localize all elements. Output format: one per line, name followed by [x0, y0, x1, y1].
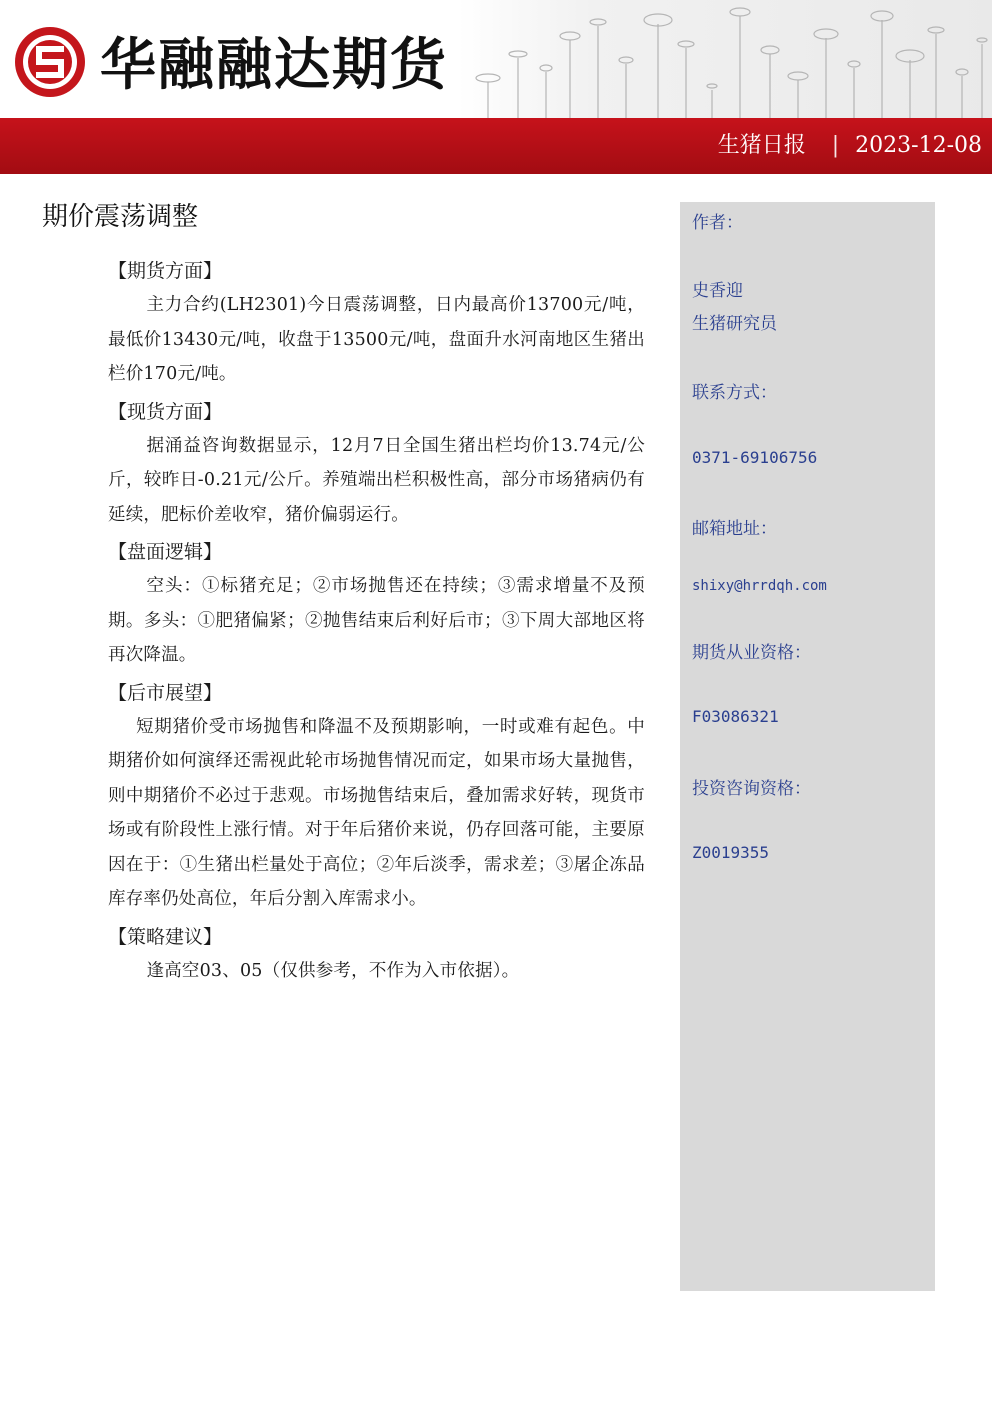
company-name: 华融融达期货 [100, 33, 448, 98]
section-text: 短期猪价受市场抛售和降温不及预期影响，一时或难有起色。中期猪价如何演绎还需视此轮市场抛售情况而定，如果市场大量抛售，则中期猪价不必过于悲观。市场抛售结束后，叠加需求好转，现货市场或有阶段性上涨行情。对于年后猪价来说，仍存回落可能，主要原因在于：①生猪出栏量处于高位；②年后淡季，需求差；③屠企冻品库存率仍处高位，年后分割入库需求小。 [108, 716, 645, 909]
report-meta [718, 128, 982, 164]
futures-cert-label: 期货从业资格： [692, 643, 811, 663]
advisory-cert-number: Z0019355 [692, 843, 770, 862]
report-date: 2023-12-08 [855, 133, 982, 158]
section-strategy [108, 920, 645, 989]
section-spot [108, 395, 645, 533]
report-type: 生猪日报 [717, 133, 806, 158]
section-logic [108, 535, 645, 673]
phone-number: 0371-69106756 [692, 448, 818, 467]
section-text: 逢高空03、05（仅供参考，不作为入市依据）。 [146, 960, 520, 981]
author-name: 史香迎 [692, 281, 743, 301]
meta-separator: | [831, 133, 840, 158]
section-outlook [108, 676, 645, 917]
report-body [108, 251, 645, 988]
section-heading: 【策略建议】 [108, 925, 223, 948]
company-logo-icon [12, 24, 88, 100]
section-heading: 【后市展望】 [108, 681, 223, 704]
author-sidebar [680, 202, 935, 1291]
decorative-pattern [458, 0, 992, 118]
email-label: 邮箱地址： [692, 519, 777, 539]
section-text: 空头：①标猪充足；②市场抛售还在持续；③需求增量不及预期。多头：①肥猪偏紧；②抛售结束后利好后市；③下周大部地区将再次降温。 [108, 576, 645, 665]
futures-cert-number: F03086321 [692, 707, 779, 726]
report-header [0, 0, 992, 175]
contact-label: 联系方式： [692, 383, 777, 403]
section-heading: 【期货方面】 [108, 260, 223, 282]
section-text: 据涌益咨询数据显示，12月7日全国生猪出栏均价13.74元/公斤，较昨日-0.21元/公斤。养殖端出栏积极性高，部分市场猪病仍有延续，肥标价差收窄，猪价偏弱运行。 [108, 435, 645, 525]
advisory-cert-label: 投资咨询资格： [692, 779, 811, 799]
author-label: 作者： [692, 213, 743, 233]
section-futures [108, 254, 645, 392]
section-heading: 【现货方面】 [108, 400, 223, 423]
section-text: 主力合约(LH2301)今日震荡调整，日内最高价13700元/吨，最低价13430元/吨，收盘于13500元/吨，盘面升水河南地区生猪出栏价170元/吨。 [108, 295, 645, 384]
email-address[interactable]: shixy@hrrdqh.com [692, 578, 827, 594]
section-heading: 【盘面逻辑】 [108, 541, 223, 563]
author-title: 生猪研究员 [692, 314, 777, 334]
page-title: 期价震荡调整 [42, 202, 199, 232]
